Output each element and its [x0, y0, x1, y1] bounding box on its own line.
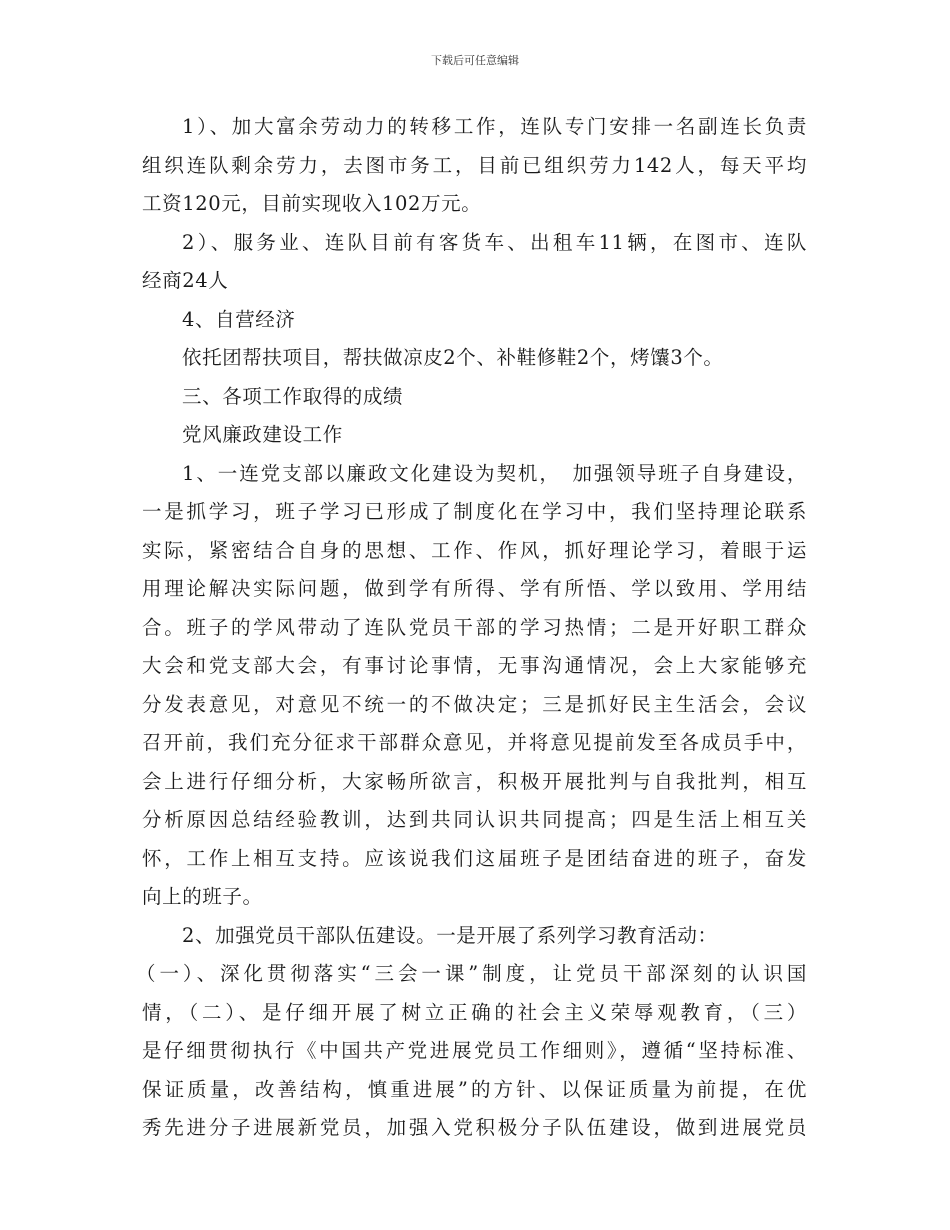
text-line: 1、一连党支部以廉政文化建设为契机， 加强领导班子自身建设， [182, 461, 807, 485]
text-line: 经商24人 [142, 269, 229, 292]
page-header: 下载后可任意编辑 [431, 54, 519, 67]
text-line: 向上的班子。 [142, 885, 263, 908]
text-line: 大会和党支部大会，有事讨论事情，无事沟通情况，会上大家能够充 [142, 654, 807, 677]
text-line: 分发表意见，对意见不统一的不做决定；三是抓好民主生活会，会议 [142, 692, 807, 716]
text-line: 会上进行仔细分析，大家畅所欲言，积极开展批判与自我批判，相互 [142, 769, 807, 793]
text-line: 秀先进分子进展新党员，加强入党积极分子队伍建设，做到进展党员 [142, 1116, 807, 1139]
text-line: 一是抓学习，班子学习已形成了制度化在学习中，我们坚持理论联系 [142, 500, 807, 523]
text-line: 是仔细贯彻执行《中国共产党进展党员工作细则》，遵循“坚持标准、 [142, 1039, 807, 1062]
text-line: 依托团帮扶项目，帮扶做凉皮2个、补鞋修鞋2个，烤馕3个。 [182, 346, 724, 369]
text-line: 工资120元，目前实现收入102万元。 [142, 192, 482, 215]
section-heading: 三、各项工作取得的成绩 [182, 384, 404, 408]
text-line: 合。班子的学风带动了连队党员干部的学习热情；二是开好职工群众 [142, 615, 807, 639]
section-heading: 4、自营经济 [182, 307, 296, 331]
text-line: 保证质量，改善结构，慎重进展”的方针、以保证质量为前提，在优 [142, 1077, 807, 1101]
text-line: 情，（二）、是仔细开展了树立正确的社会主义荣辱观教育，（三） [142, 1000, 807, 1024]
text-line: （一）、深化贯彻落实“三会一课”制度，让党员干部深刻的认识国 [136, 962, 807, 985]
text-line: 怀，工作上相互支持。应该说我们这届班子是团结奋进的班子，奋发 [142, 846, 807, 870]
section-heading: 党风廉政建设工作 [182, 423, 343, 446]
text-line: 1）、加大富余劳动力的转移工作，连队专门安排一名副连长负责 [182, 115, 807, 138]
text-line: 实际，紧密结合自身的思想、工作、作风，抓好理论学习，着眼于运 [142, 538, 807, 562]
text-line: 2、加强党员干部队伍建设。一是开展了系列学习教育活动： [182, 923, 718, 947]
text-line: 分析原因总结经验教训，达到共同认识共同提高；四是生活上相互关 [142, 808, 807, 831]
text-line: 用理论解决实际问题，做到学有所得、学有所悟、学以致用、学用结 [142, 577, 807, 600]
document-body [136, 108, 807, 1148]
text-line: 组织连队剩余劳力，去图市务工，目前已组织劳力142人，每天平均 [142, 153, 807, 177]
text-line: 2）、服务业、连队目前有客货车、出租车11辆，在图市、连队 [182, 230, 807, 254]
text-line: 召开前，我们充分征求干部群众意见，并将意见提前发至各成员手中， [142, 731, 807, 754]
